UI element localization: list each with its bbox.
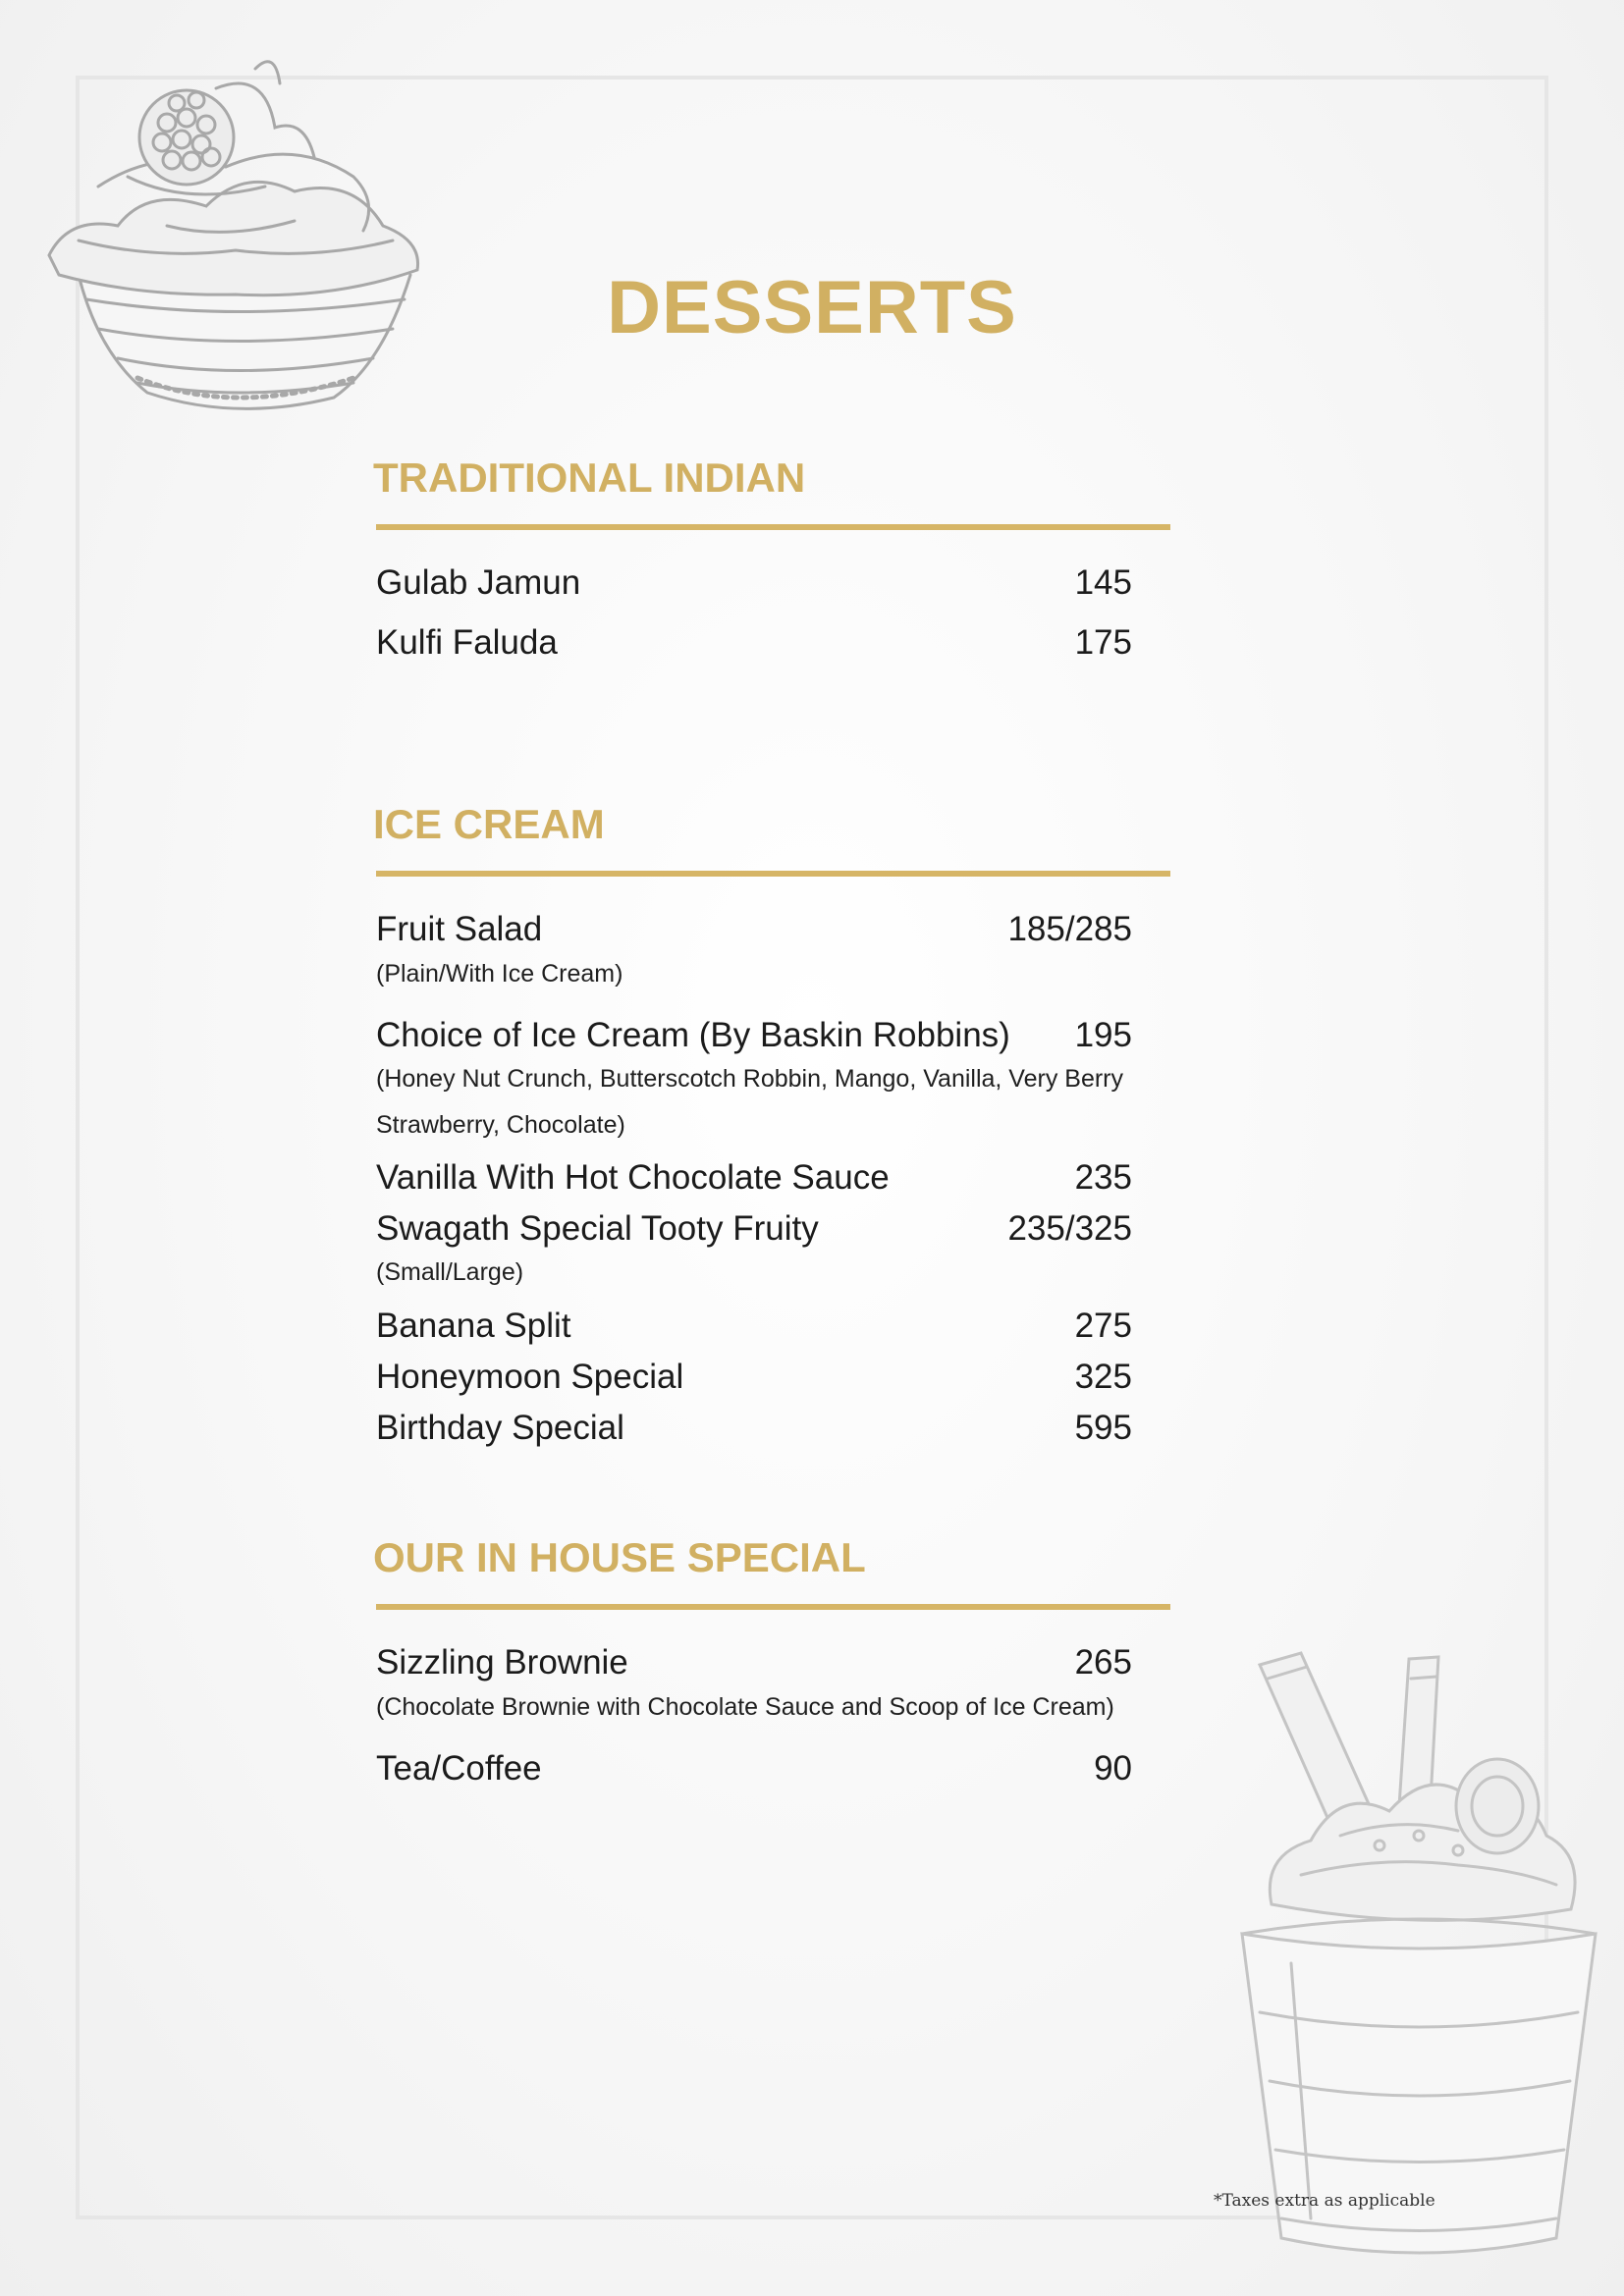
item-price: 235/325 xyxy=(1007,1209,1132,1248)
menu-item xyxy=(376,1406,1132,1451)
menu-item xyxy=(376,907,1132,952)
item-name: Choice of Ice Cream (By Baskin Robbins) xyxy=(376,1016,1010,1054)
item-name: Vanilla With Hot Chocolate Sauce xyxy=(376,1158,890,1197)
section-divider xyxy=(376,871,1170,877)
item-price: 235 xyxy=(1074,1158,1132,1197)
menu-item xyxy=(376,1746,1132,1791)
item-name: Kulfi Faluda xyxy=(376,623,558,662)
item-price: 265 xyxy=(1074,1643,1132,1682)
section-heading-in-house-special: OUR IN HOUSE SPECIAL xyxy=(373,1534,866,1580)
sundae-glass-illustration-icon xyxy=(1232,1639,1605,2268)
item-price: 275 xyxy=(1074,1307,1132,1345)
section-heading-traditional-indian: TRADITIONAL INDIAN xyxy=(373,454,806,501)
item-price: 325 xyxy=(1074,1358,1132,1396)
menu-item xyxy=(376,1013,1132,1058)
section-divider xyxy=(376,524,1170,530)
item-name: Fruit Salad xyxy=(376,910,543,948)
menu-item xyxy=(376,561,1132,606)
item-name: Banana Split xyxy=(376,1307,571,1345)
item-name: Tea/Coffee xyxy=(376,1749,542,1788)
section-heading-ice-cream: ICE CREAM xyxy=(373,801,605,847)
cupcake-illustration-icon xyxy=(39,29,432,412)
item-price: 90 xyxy=(1094,1749,1132,1788)
item-name: Honeymoon Special xyxy=(376,1358,684,1396)
menu-item xyxy=(376,1355,1132,1400)
item-price: 175 xyxy=(1074,623,1132,662)
item-note: (Small/Large) xyxy=(376,1258,524,1286)
page-title: DESSERTS xyxy=(607,266,1017,349)
item-price: 185/285 xyxy=(1007,910,1132,948)
menu-item xyxy=(376,1304,1132,1349)
item-price: 145 xyxy=(1074,563,1132,602)
menu-item xyxy=(376,1640,1132,1685)
menu-item xyxy=(376,620,1132,666)
item-note: (Plain/With Ice Cream) xyxy=(376,960,623,988)
item-name: Sizzling Brownie xyxy=(376,1643,628,1682)
taxes-footnote: *Taxes extra as applicable xyxy=(1214,2191,1435,2211)
item-price: 595 xyxy=(1074,1409,1132,1447)
item-price: 195 xyxy=(1074,1016,1132,1054)
section-divider xyxy=(376,1604,1170,1610)
item-note: Strawberry, Chocolate) xyxy=(376,1111,625,1139)
item-name: Swagath Special Tooty Fruity xyxy=(376,1209,819,1248)
menu-item xyxy=(376,1206,1132,1252)
item-note: (Honey Nut Crunch, Butterscotch Robbin, Mango, Vanilla, Very Berry xyxy=(376,1065,1123,1093)
item-name: Gulab Jamun xyxy=(376,563,581,602)
item-name: Birthday Special xyxy=(376,1409,624,1447)
menu-item xyxy=(376,1155,1132,1201)
item-note: (Chocolate Brownie with Chocolate Sauce and Scoop of Ice Cream) xyxy=(376,1693,1114,1721)
